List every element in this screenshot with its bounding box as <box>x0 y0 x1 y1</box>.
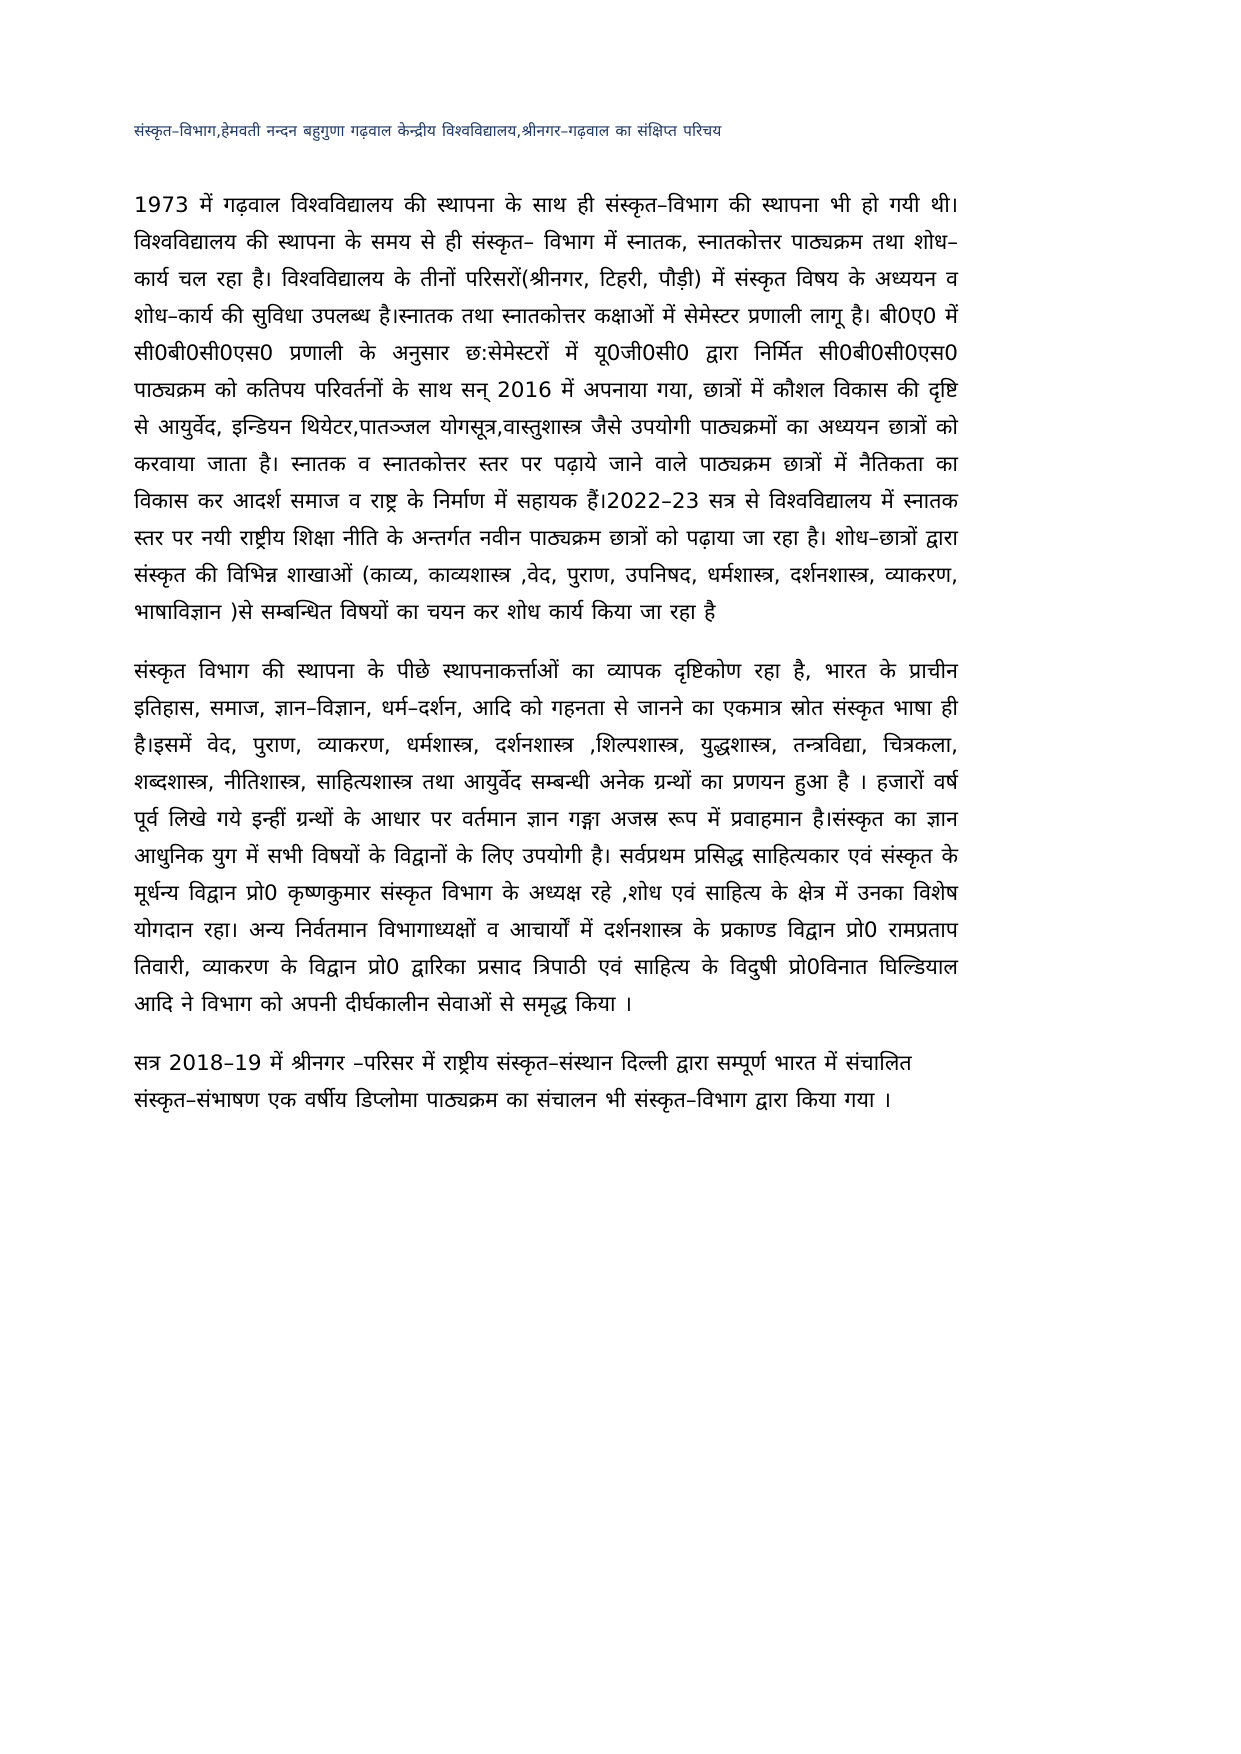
paragraph-3: सत्र 2018–19 में श्रीनगर –परिसर में राष्ट्रीय संस्कृत–संस्थान दिल्ली द्वारा सम्पूर्ण भारत में संचालित संस्कृत–संभाषण एक वर्षीय डिप्लोमा पाठ्यक्रम का संचालन भी संस्कृत–विभाग द्वारा किया गया । <box>134 1050 912 1113</box>
paragraph-2: संस्कृत विभाग की स्थापना के पीछे स्थापनाकर्त्ताओं का व्यापक दृष्टिकोण रहा है, भारत के प्राचीन इतिहास, समाज, ज्ञान–विज्ञान, धर्म–दर्शन, आदि को गहनता से जानने का एकमात्र स्रोत संस्कृत भाषा ही है।इसमें वेद, पुराण, व्याकरण, धर्मशास्त्र, दर्शनशास्त्र ,शिल्पशास्त्र, युद्धशास्त्र, तन्त्रविद्या, चित्रकला, शब्दशास्त्र, नीतिशास्त्र, साहित्यशास्त्र तथा आयुर्वेद सम्बन्धी अनेक ग्रन्थों का प्रणयन हुआ है । हजारों वर्ष पूर्व लिखे गये इन्हीं ग्रन्थों के आधार पर वर्तमान ज्ञान गङ्गा अजस्र रूप में प्रवाहमान है।संस्कृत का ज्ञान आधुनिक युग में सभी विषयों के विद्वानों के लिए उपयोगी है। सर्वप्रथम प्रसिद्ध साहित्यकार एवं संस्कृत के मूर्धन्य विद्वान प्रो0 कृष्णकुमार संस्कृत विभाग के अध्यक्ष रहे ,शोध एवं साहित्य के क्षेत्र में उनका विशेष योगदान रहा। अन्य निर्वतमान विभागाध्यक्षों व आचार्यों में दर्शनशास्त्र के प्रकाण्ड विद्वान प्रो0 रामप्रताप तिवारी, व्याकरण के विद्वान प्रो0 द्वारिका प्रसाद त्रिपाठी एवं साहित्य के विदुषी प्रो0विनात घिल्डियाल आदि ने विभाग को अपनी दीर्घकालीन सेवाओं से समृद्ध किया । <box>134 659 958 1017</box>
paragraph-1: 1973 में गढ़वाल विश्वविद्यालय की स्थापना के साथ ही संस्कृत–विभाग की स्थापना भी हो गयी थी। विश्वविद्यालय की स्थापना के समय से ही संस्कृत– विभाग में स्नातक, स्नातकोत्तर पाठ्यक्रम तथा शोध–कार्य चल रहा है। विश्वविद्यालय के तीनों परिसरों(श्रीनगर, टिहरी, पौड़ी) में संस्कृत विषय के अध्ययन व शोध–कार्य की सुविधा उपलब्ध है।स्नातक तथा स्नातकोत्तर कक्षाओं में सेमेस्टर प्रणाली लागू है। बी0ए0 में सी0बी0सी0एस0 प्रणाली के अनुसार छ:सेमेस्टरों में यू0जी0सी0 द्वारा निर्मित सी0बी0सी0एस0 पाठ्यक्रम को कतिपय परिवर्तनों के साथ सन् 2016 में अपनाया गया, छात्रों में कौशल विकास की दृष्टि से आयुर्वेद, इन्डियन थियेटर,पातञ्जल योगसूत्र,वास्तुशास्त्र जैसे उपयोगी पाठ्यक्रमों का अध्ययन छात्रों को करवाया जाता है। स्नातक व स्नातकोत्तर स्तर पर पढ़ाये जाने वाले पाठ्यक्रम छात्रों में नैतिकता का विकास कर आदर्श समाज व राष्ट्र के निर्माण में सहायक हैं।2022–23 सत्र से विश्वविद्यालय में स्नातक स्तर पर नयी राष्ट्रीय शिक्षा नीति के अन्तर्गत नवीन पाठ्यक्रम छात्रों को पढ़ाया जा रहा है। शोध–छात्रों द्वारा संस्कृत की विभिन्न शाखाओं (काव्य, काव्यशास्त्र ,वेद, पुराण, उपनिषद, धर्मशास्त्र, दर्शनशास्त्र, व्याकरण, भाषाविज्ञान )से सम्बन्धित विषयों का चयन कर शोध कार्य किया जा रहा है <box>134 193 958 626</box>
document-content <box>134 120 958 1120</box>
document-title: संस्कृत–विभाग,हेमवती नन्दन बहुगुणा गढ़वाल केन्द्रीय विश्वविद्यालय,श्रीनगर–गढ़वाल का संक्षिप्त परिचय <box>134 122 722 140</box>
